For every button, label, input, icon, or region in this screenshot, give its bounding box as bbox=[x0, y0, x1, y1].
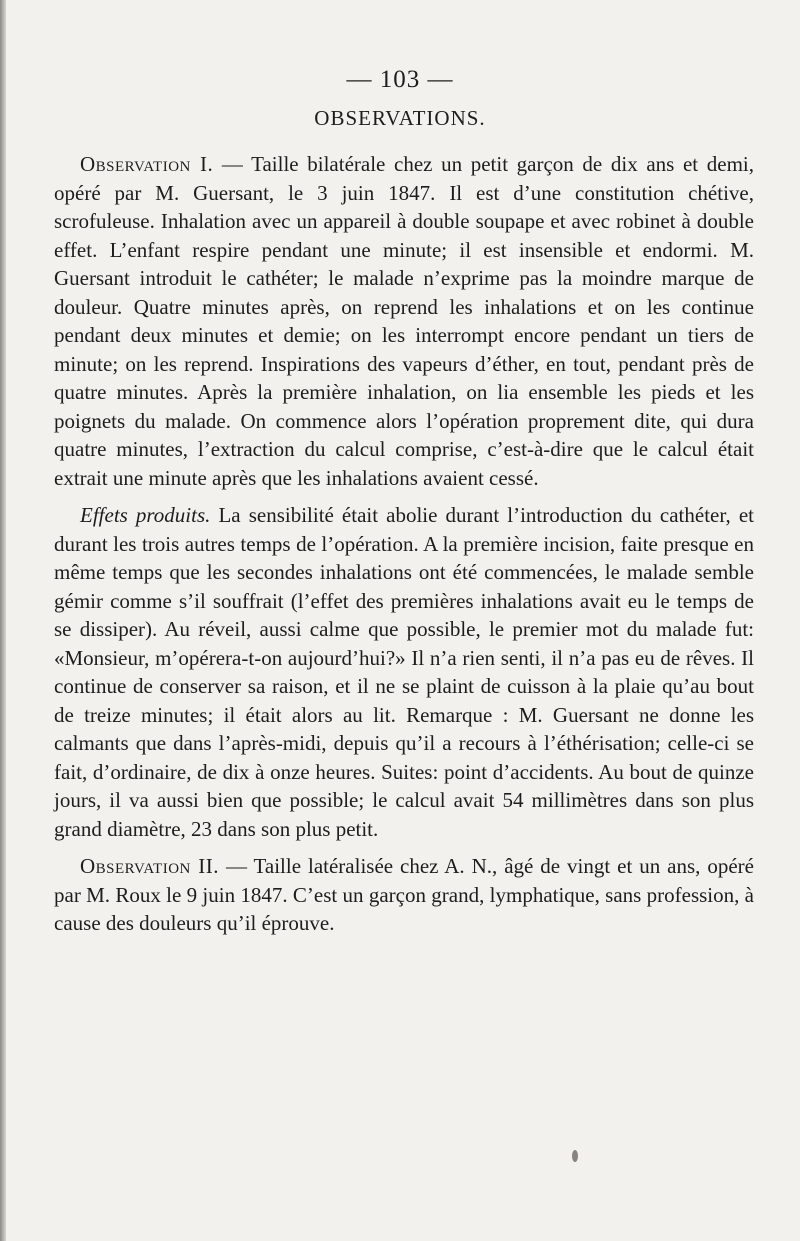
body-text bbox=[54, 150, 754, 938]
effets-produits-text: La sensibilité était abolie durant l’introduction du cathéter, et durant les trois autres temps de l’opération. A la première incision, faite presque en même temps que les secondes inhalations ont été commencées, le malade semble gémir comme s’il souffrait (l’effet des premières inhalations avait eu le temps de se dissiper). Au réveil, aussi calme que possible, le premier mot du malade fut: «Monsieur, m’opérera-t-on aujourd’hui?» Il n’a rien senti, il n’a pas eu de rêves. Il continue de conserver sa raison, et il ne se plaint de cuisson à la plaie qu’au bout de treize minutes; il était alors au lit. Remarque : M. Guersant ne donne les calmants que dans l’après-midi, depuis qu’il a recours à l’éthérisation; celle-ci se fait, d’ordinaire, de dix à onze heures. Suites: point d’accidents. Au bout de quinze jours, il va aussi bien que possible; le calcul avait 54 millimètres dans son plus grand diamètre, 23 dans son plus petit. bbox=[54, 503, 754, 841]
observation-1-text: — Taille bilatérale chez un petit garçon de dix ans et demi, opéré par M. Guersant, le 3 juin 1847. Il est d’une constitution chétive, scrofuleuse. Inhalation avec un appareil à double soupape et avec robinet à double effet. L’enfant respire pendant une minute; il est insensible et endormi. M. Guersant introduit le cathéter; le malade n’exprime pas la moindre marque de douleur. Quatre minutes après, on reprend les inhalations et on les continue pendant deux minutes et demie; on les interrompt encore pendant un tiers de minute; on les reprend. Inspirations des vapeurs d’éther, en tout, pendant près de quatre minutes. Après la première inhalation, on lia ensemble les pieds et les poignets du malade. On commence alors l’opération proprement dite, qui dura quatre minutes, l’extraction du calcul comprise, c’est-à-dire que le calcul était extrait une minute après que les inhalations avaient cessé. bbox=[54, 152, 754, 490]
section-title: OBSERVATIONS. bbox=[314, 106, 486, 130]
observation-2-label: Observation II. bbox=[80, 854, 220, 878]
paragraph-observation-1 bbox=[54, 150, 754, 492]
page-left-edge-shadow bbox=[0, 0, 6, 1241]
observation-2-text: — Taille latéralisée chez A. N., âgé de vingt et un ans, opéré par M. Roux le 9 juin 1847. C’est un garçon grand, lymphatique, sans profession, à cause des douleurs qu’il éprouve. bbox=[54, 854, 754, 935]
observation-1-label: Observation I. bbox=[80, 152, 214, 176]
effets-produits-label: Effets produits. bbox=[80, 503, 211, 527]
page-number: — 103 — bbox=[346, 66, 454, 93]
ink-stain-mark bbox=[572, 1150, 578, 1162]
paragraph-effets-produits bbox=[54, 501, 754, 843]
paragraph-observation-2 bbox=[54, 852, 754, 938]
